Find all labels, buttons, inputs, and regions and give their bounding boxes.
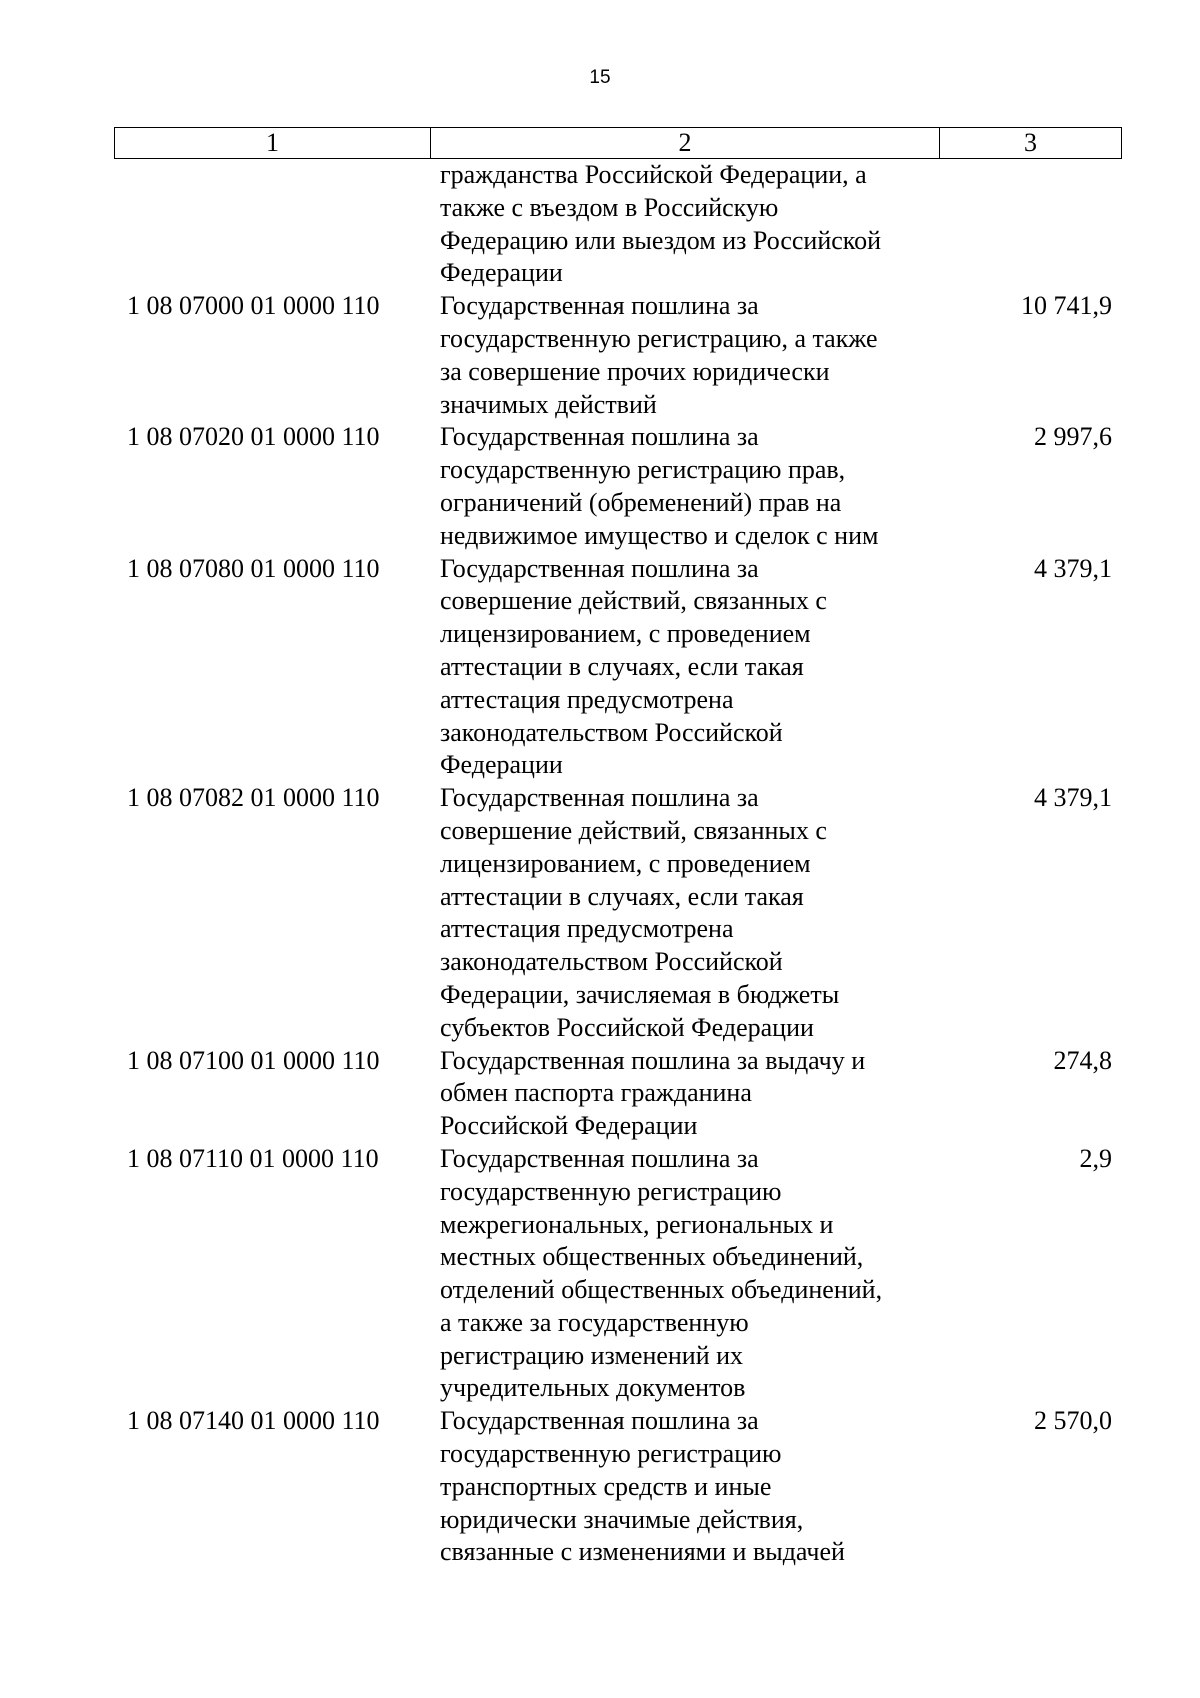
description-cell	[430, 553, 939, 783]
description-line: государственную регистрацию	[440, 1439, 782, 1469]
description-line: Государственная пошлина за	[440, 1143, 759, 1173]
description-line: межрегиональных, региональных и	[440, 1209, 834, 1239]
description-cell	[430, 782, 939, 1044]
amount-cell: 4 379,1	[1034, 553, 1112, 583]
description-line: законодательством Российской	[440, 717, 783, 747]
table-row	[114, 421, 1122, 552]
description-cell	[430, 1045, 939, 1143]
description-line: значимых действий	[440, 389, 657, 419]
description-line: Федерации	[440, 258, 563, 288]
description-line: Российской Федерации	[440, 1111, 698, 1141]
table-row	[114, 1405, 1122, 1569]
description-line: ограничений (обременений) прав на	[440, 487, 842, 517]
description-line: государственную регистрацию, а также	[440, 323, 878, 353]
column-header-1: 1	[115, 128, 431, 158]
table-row-continuation	[114, 159, 1122, 290]
description-line: аттестации в случаях, если такая	[440, 651, 804, 681]
description-line: Государственная пошлина за выдачу и	[440, 1045, 866, 1075]
code-cell: 1 08 07080 01 0000 110	[127, 553, 380, 583]
description-line: отделений общественных объединений,	[440, 1275, 883, 1305]
description-line: а также за государственную	[440, 1307, 749, 1337]
description-line: транспортных средств и иные	[440, 1471, 772, 1501]
description-line: государственную регистрацию	[440, 1176, 782, 1206]
table-row	[114, 553, 1122, 783]
amount-cell: 2 570,0	[1034, 1406, 1112, 1436]
table-header-row	[114, 127, 1122, 159]
description-line: субъектов Российской Федерации	[440, 1012, 814, 1042]
description-line: местных общественных объединений,	[440, 1242, 864, 1272]
description-line: лицензированием, с проведением	[440, 619, 811, 649]
description-line: за совершение прочих юридически	[440, 356, 830, 386]
code-cell: 1 08 07100 01 0000 110	[127, 1045, 380, 1075]
description-line: Федерации, зачисляемая в бюджеты	[440, 979, 840, 1009]
page-number: 15	[589, 67, 611, 88]
amount-cell: 274,8	[1053, 1045, 1112, 1075]
table-row	[114, 1143, 1122, 1405]
description-line: аттестация предусмотрена	[440, 684, 734, 714]
amount-cell: 4 379,1	[1034, 783, 1112, 813]
description-line: совершение действий, связанных с	[440, 815, 827, 845]
description-cell	[430, 1405, 939, 1569]
amount-cell: 10 741,9	[1021, 291, 1112, 321]
description-line: юридически значимые действия,	[440, 1504, 804, 1534]
description-line: Федерацию или выездом из Российской	[440, 225, 882, 255]
description-line: недвижимое имущество и сделок с ним	[440, 520, 879, 550]
column-header-3: 3	[1024, 128, 1037, 157]
description-line: Государственная пошлина за	[440, 783, 759, 813]
description-line: обмен паспорта гражданина	[440, 1078, 752, 1108]
amount-cell: 2 997,6	[1034, 422, 1112, 452]
description-line: государственную регистрацию прав,	[440, 455, 846, 485]
budget-table	[114, 127, 1122, 1569]
code-cell: 1 08 07000 01 0000 110	[127, 291, 380, 321]
description-line: гражданства Российской Федерации, а	[440, 160, 867, 189]
description-line: учредительных документов	[440, 1373, 746, 1403]
description-line: Государственная пошлина за	[440, 291, 759, 321]
description-line: аттестации в случаях, если такая	[440, 881, 804, 911]
description-cell	[430, 290, 939, 421]
table-row	[114, 1045, 1122, 1143]
code-cell: 1 08 07082 01 0000 110	[127, 783, 380, 813]
description-line: законодательством Российской	[440, 947, 783, 977]
description-line: Государственная пошлина за	[440, 553, 759, 583]
table-body	[114, 159, 1122, 1569]
description-cell	[430, 159, 939, 290]
code-cell: 1 08 07110 01 0000 110	[127, 1143, 379, 1173]
description-line: лицензированием, с проведением	[440, 848, 811, 878]
description-line: Федерации	[440, 750, 563, 780]
description-line: связанные с изменениями и выдачей	[440, 1537, 845, 1567]
amount-cell: 2,9	[1079, 1143, 1112, 1173]
table-row	[114, 290, 1122, 421]
code-cell: 1 08 07020 01 0000 110	[127, 422, 380, 452]
description-cell	[430, 421, 939, 552]
description-line: Государственная пошлина за	[440, 1406, 759, 1436]
description-line: Государственная пошлина за	[440, 422, 759, 452]
description-line: совершение действий, связанных с	[440, 586, 827, 616]
description-line: аттестация предусмотрена	[440, 914, 734, 944]
description-line: регистрацию изменений их	[440, 1340, 744, 1370]
description-line: также с въездом в Российскую	[440, 192, 779, 222]
description-cell	[430, 1143, 939, 1405]
table-row	[114, 782, 1122, 1044]
column-header-2: 2	[431, 128, 940, 158]
code-cell: 1 08 07140 01 0000 110	[127, 1406, 380, 1436]
